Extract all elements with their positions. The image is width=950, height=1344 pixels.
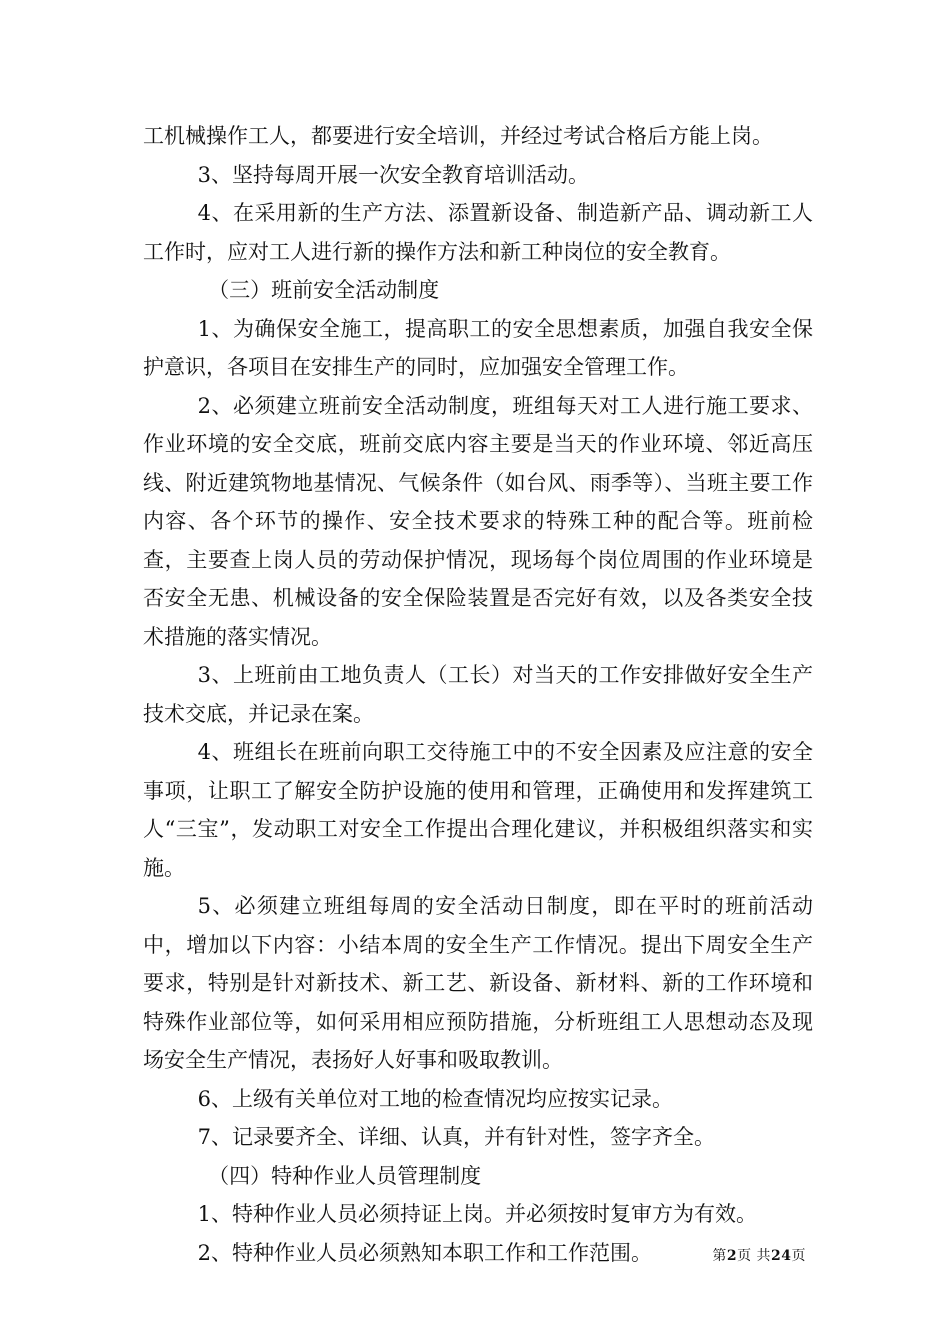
paragraph-4: 1、为确保安全施工，提高职工的安全思想素质，加强自我安全保护意识，各项目在安排生产的同时，应加强安全管理工作。	[143, 316, 813, 379]
paragraph-1: 工机械操作工人，都要进行安全培训，并经过考试合格后方能上岗。	[143, 124, 773, 148]
paragraph-11: 1、特种作业人员必须持证上岗。并必须按时复审方为有效。	[197, 1202, 757, 1226]
paragraph-9: 6、上级有关单位对工地的检查情况均应按实记录。	[197, 1086, 673, 1111]
document-body	[143, 117, 813, 1272]
page-footer	[0, 1245, 806, 1265]
section-heading-3: （三）班前安全活动制度	[208, 278, 440, 302]
total-page-count: 24	[771, 1248, 792, 1264]
current-page-number: 2	[726, 1248, 738, 1264]
paragraph-7: 4、班组长在班前向职工交待施工中的不安全因素及应注意的安全事项，让职工了解安全防护设施的使用和管理，正确使用和发挥建筑工人“三宝”，发动职工对安全工作提出合理化建议，并积极组织落实和实施。	[143, 740, 813, 880]
paragraph-2: 3、坚持每周开展一次安全教育培训活动。	[197, 162, 589, 187]
footer-suffix: 页	[791, 1248, 806, 1264]
paragraph-10: 7、记录要齐全、详细、认真，并有针对性，签字齐全。	[197, 1125, 715, 1149]
paragraph-8: 5、必须建立班组每周的安全活动日制度，即在平时的班前活动中，增加以下内容：小结本周的安全生产工作情况。提出下周安全生产要求，特别是针对新技术、新工艺、新设备、新材料、新的工作环境和特殊作业部位等，如何采用相应预防措施，分析班组工人思想动态及现场安全生产情况，表扬好人好事和吸取教训。	[143, 894, 813, 1072]
paragraph-12: 2、特种作业人员必须熟知本职工作和工作范围。	[197, 1240, 652, 1265]
paragraph-6: 3、上班前由工地负责人（工长）对当天的工作安排做好安全生产技术交底，并记录在案。	[143, 663, 813, 726]
footer-prefix: 第	[712, 1248, 727, 1264]
section-heading-4: （四）特种作业人员管理制度	[208, 1163, 482, 1188]
footer-middle: 页 共	[737, 1248, 772, 1264]
paragraph-5: 2、必须建立班前安全活动制度，班组每天对工人进行施工要求、作业环境的安全交底，班前交底内容主要是当天的作业环境、邻近高压线、附近建筑物地基情况、气候条件（如台风、雨季等）、当班主要工作内容、各个环节的操作、安全技术要求的特殊工种的配合等。班前检查，主要查上岗人员的劳动保护情况，现场每个岗位周围的作业环境是否安全无患、机械设备的安全保险装置是否完好有效，以及各类安全技术措施的落实情况。	[143, 393, 813, 649]
paragraph-3: 4、在采用新的生产方法、添置新设备、制造新产品、调动新工人工作时，应对工人进行新的操作方法和新工种岗位的安全教育。	[143, 201, 813, 264]
